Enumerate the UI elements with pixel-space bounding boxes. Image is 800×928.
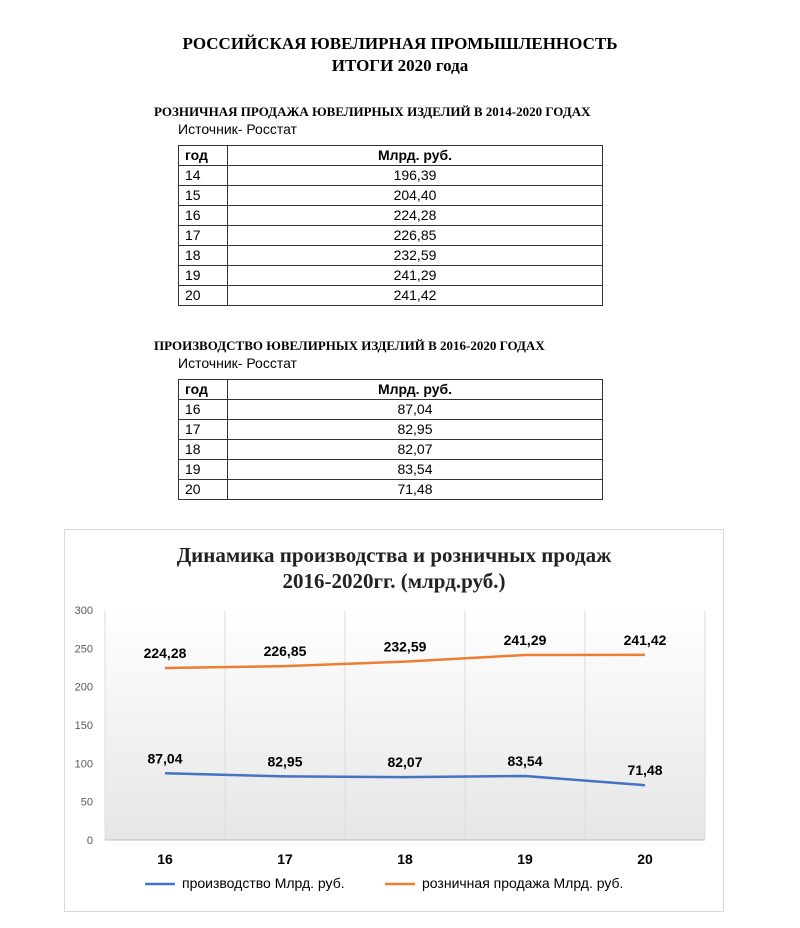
chart-container (64, 529, 724, 912)
data-label: 232,59 (383, 638, 427, 655)
data-label: 87,04 (147, 750, 183, 767)
column-header-value: Млрд. руб. (228, 146, 603, 166)
production-table (178, 379, 603, 500)
line-chart (65, 530, 723, 911)
x-tick-label: 16 (157, 851, 173, 867)
column-header-year: год (179, 380, 228, 400)
table-row (179, 246, 603, 266)
table-row (179, 166, 603, 186)
data-label: 83,54 (507, 752, 543, 769)
cell-year: 15 (179, 186, 228, 206)
production-section-title: ПРОИЗВОДСТВО ЮВЕЛИРНЫХ ИЗДЕЛИЙ В 2016-2020 ГОДАХ (154, 338, 545, 353)
y-tick-label: 0 (86, 835, 93, 847)
cell-year: 18 (179, 246, 228, 266)
data-label: 71,48 (627, 762, 663, 779)
cell-value: 241,29 (228, 266, 603, 286)
cell-year: 16 (179, 206, 228, 226)
cell-value: 204,40 (228, 186, 603, 206)
data-label: 224,28 (143, 645, 187, 662)
cell-year: 17 (179, 420, 228, 440)
chart-title-line-2: 2016-2020гг. (млрд.руб.) (282, 569, 506, 593)
y-tick-label: 300 (74, 605, 93, 617)
x-tick-label: 20 (637, 851, 653, 867)
cell-year: 19 (179, 460, 228, 480)
cell-year: 14 (179, 166, 228, 186)
table-header-row (179, 146, 603, 166)
y-tick-label: 150 (74, 720, 93, 732)
y-tick-label: 50 (80, 796, 93, 809)
table-row (179, 460, 603, 480)
table-row (179, 420, 603, 440)
x-tick-label: 19 (517, 851, 533, 867)
cell-year: 17 (179, 226, 228, 246)
legend-label: производство Млрд. руб. (182, 875, 345, 891)
column-header-value: Млрд. руб. (228, 380, 603, 400)
cell-value: 87,04 (228, 400, 603, 420)
x-tick-label: 18 (397, 851, 413, 867)
y-tick-label: 200 (74, 681, 93, 694)
cell-value: 241,42 (228, 286, 603, 306)
x-tick-label: 17 (277, 851, 293, 867)
cell-year: 19 (179, 266, 228, 286)
cell-value: 224,28 (228, 206, 603, 226)
retail-source: Источник- Росстат (178, 121, 297, 137)
production-table-body (179, 400, 603, 500)
table-row (179, 480, 603, 500)
data-label: 226,85 (263, 643, 307, 660)
table-row (179, 186, 603, 206)
chart-title-line-1: Динамика производства и розничных продаж (176, 543, 612, 567)
cell-year: 16 (179, 400, 228, 420)
cell-year: 18 (179, 440, 228, 460)
data-label: 241,42 (623, 631, 667, 648)
page-title-line-2: ИТОГИ 2020 года (331, 56, 469, 75)
data-label: 241,29 (503, 632, 547, 649)
table-row (179, 440, 603, 460)
y-tick-label: 100 (74, 758, 93, 771)
table-row (179, 266, 603, 286)
table-row (179, 286, 603, 306)
cell-value: 232,59 (228, 246, 603, 266)
cell-value: 71,48 (228, 480, 603, 500)
retail-table (178, 145, 603, 306)
y-tick-label: 250 (74, 643, 93, 656)
table-row (179, 400, 603, 420)
cell-value: 196,39 (228, 166, 603, 186)
retail-section-title: РОЗНИЧНАЯ ПРОДАЖА ЮВЕЛИРНЫХ ИЗДЕЛИЙ В 2014-2020 ГОДАХ (154, 104, 591, 119)
data-label: 82,95 (267, 753, 303, 770)
cell-value: 226,85 (228, 226, 603, 246)
production-source: Источник- Росстат (178, 355, 297, 371)
legend-label: розничная продажа Млрд. руб. (422, 875, 624, 891)
cell-value: 82,95 (228, 420, 603, 440)
cell-value: 82,07 (228, 440, 603, 460)
data-label: 82,07 (387, 754, 423, 771)
column-header-year: год (179, 146, 228, 166)
page-title-line-1: РОССИЙСКАЯ ЮВЕЛИРНАЯ ПРОМЫШЛЕННОСТЬ (182, 34, 618, 53)
table-header-row (179, 380, 603, 400)
page-title (0, 33, 800, 77)
cell-year: 20 (179, 480, 228, 500)
retail-table-body (179, 166, 603, 306)
cell-year: 20 (179, 286, 228, 306)
table-row (179, 206, 603, 226)
table-row (179, 226, 603, 246)
cell-value: 83,54 (228, 460, 603, 480)
